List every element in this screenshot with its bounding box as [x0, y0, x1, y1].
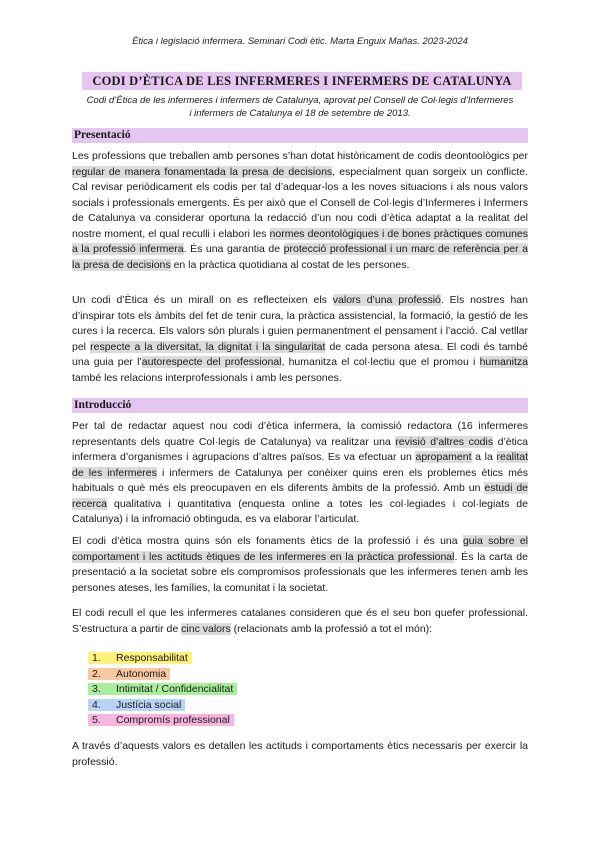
- values-list: [88, 651, 237, 729]
- document-title: CODI D’ÈTICA DE LES INFERMERES I INFERMERS DE CATALUNYA: [82, 72, 522, 90]
- highlight: respecte a la diversitat, la dignitat i la singularitat: [90, 340, 326, 353]
- paragraph-introduccio-3: El codi recull el que les infermeres catalanes consideren que és el seu bon quefer professional. S’estructura a partir de cinc valors (relacionats amb la professió a tot el món):: [72, 607, 528, 635]
- subtitle-line-1: Codi d’Ètica de les infermeres i infermers de Catalunya, aprovat pel Consell de Col·legis d’Infermeres: [86, 95, 514, 106]
- highlight: guia sobre el comportament i les actituds ètiques de les infermeres en la pràctica professional: [72, 535, 528, 563]
- paragraph-presentacio-2: Un codi d’Ètica és un mirall on es reflecteixen els valors d’una professió. Els nostres han d’inspirar tots els àmbits del fet de tenir cura, la pràctica assistencial, la formació, la gestió de les cures i la recerca. Els valors són plurals i guien permanentment el pensament i l’acció. Cal vetllar pel respecte a la diversitat, la dignitat i la singularitat de cada persona atesa. El codi és també una guia per l’autorespecte del professional, humanitza el col·lectiu que el promou i humanitza també les relacions interprofessionals i amb les persones.: [72, 294, 529, 384]
- value-4: 4. Justícia social: [88, 699, 185, 711]
- paragraph-introduccio-1: Per tal de redactar aquest nou codi d’ètica infermera, la comissió redactora (16 infermeres representants dels quatre Col·legis de Catalunya) va realitzar una revisió d’altres codis d’ètica infermera d’organismes i agrupacions d’altres països. Es va efectuar un apropament a la realitat de les infermeres i infermers de Catalunya per conèixer quins eren els problemes ètics més habituals o què més els preocupaven en els diferents àmbits de la professió. Amb un estudi de recerca qualitativa i quantitativa (enquesta online a totes les col·legiades i col·legiats de Catalunya) i la infromació obtinguda, es va elaborar l’articulat.: [72, 420, 529, 525]
- highlight: autorespecte del professional: [141, 356, 282, 368]
- section-heading-presentacio: Presentació: [72, 128, 528, 143]
- list-item: [88, 651, 237, 667]
- list-item: [88, 698, 237, 714]
- document-subtitle: [70, 94, 530, 120]
- highlight: realitat de les infermeres: [72, 451, 529, 479]
- paragraph-presentacio-1: Les professions que treballen amb persones s’han dotat històricament de codis deontoològics per regular de manera fonamentada la presa de decisions, especialment quan sorgeix un conflicte. Cal revisar periòdicament els codis per tal d’adequar-los a les noves situacions i als nous valors socials i professionals emergents. És per això que el Consell de Col·legis d’Infermeres i Infermers de Catalunya va considerar oportuna la redacció d’un nou codi d’ètica adaptat a la realitat del nostre moment, el qual reculli i elabori les normes deontològiques i de bones pràctiques comunes a la professió infermera. És una garantia de protecció professional i un marc de referència per a la presa de decisions en la pràctica quotidiana al costat de les persones.: [72, 150, 529, 271]
- highlight: humanitza: [479, 356, 529, 368]
- value-1: 1. Responsabilitat: [88, 652, 192, 664]
- paragraph-closing: A través d’aquests valors es detallen les actituds i comportaments ètics necessaris per exercir la professió.: [72, 740, 528, 768]
- highlight: estudi de recerca: [72, 482, 528, 510]
- highlight: revisió d’altres codis: [395, 435, 494, 448]
- value-2: 2. Autonomia: [88, 668, 170, 680]
- highlight: apropament: [415, 451, 472, 463]
- section-heading-introduccio: Introducció: [72, 398, 528, 413]
- value-3: 3. Intimitat / Confidencialitat: [88, 683, 237, 695]
- list-item: [88, 713, 237, 729]
- paragraph-introduccio-2: El codi d’ètica mostra quins són els fonaments ètics de la professió i és una guia sobre el comportament i les actituds ètiques de les infermeres en la pràctica professional. És la carta de presentació a la societat sobre els compromisos professionals que les infermeres tenen amb les persones ateses, les famílies, la comunitat i la societat.: [72, 535, 528, 594]
- highlight: cinc valors: [181, 622, 231, 635]
- highlight: normes deontològiques i de bones pràctiques comunes a la professió infermera: [72, 227, 528, 255]
- subtitle-line-2: i infermers de Catalunya el 18 de setembre de 2013.: [189, 108, 411, 119]
- highlight: valors d’una professió: [332, 294, 441, 306]
- highlight: protecció professional i un marc de referència per a la presa de decisions: [72, 243, 529, 271]
- value-5: 5. Compromís professional: [88, 714, 234, 726]
- list-item: [88, 682, 237, 698]
- document-header: Ètica i legislació infermera. Seminari Codi ètic. Marta Enguix Mañas. 2023-2024: [132, 36, 468, 47]
- list-item: [88, 667, 237, 683]
- highlight: regular de manera fonamentada la presa de decisions: [72, 165, 333, 178]
